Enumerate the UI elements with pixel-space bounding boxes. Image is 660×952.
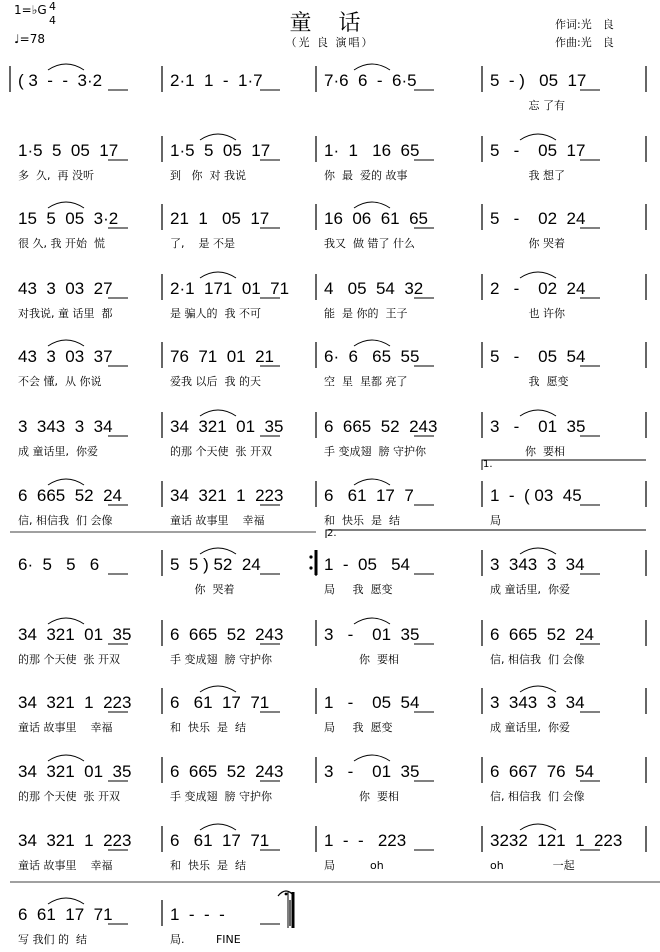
- slur-arc: [200, 134, 236, 140]
- measure-notes: 6· 5 5 6: [18, 555, 100, 574]
- measure-lyrics: 能 是 你的 王子: [324, 307, 408, 320]
- time-signature-numerator: 4: [49, 0, 56, 13]
- measure-notes: ( 3 - - 3·2: [18, 71, 103, 90]
- measure-lyrics: 到 你 对 我说: [170, 169, 246, 182]
- key-signature: 1=♭G: [14, 3, 47, 17]
- measure-notes: 34 321 1 223: [170, 486, 284, 505]
- measure-lyrics: 空 星 星都 亮了: [324, 375, 408, 388]
- measure-notes: 43 3 03 37: [18, 347, 113, 366]
- slur-arc: [48, 479, 84, 485]
- measure-notes: 6 61 17 71: [170, 693, 270, 712]
- measure-lyrics: 和 快乐 是 结: [170, 721, 246, 734]
- measure-notes: 34 321 01 35: [18, 762, 132, 781]
- slur-arc: [520, 410, 556, 416]
- measure-notes: 3 343 3 34: [18, 417, 113, 436]
- measure-lyrics: 对我说, 童 话里 都: [18, 307, 113, 320]
- slur-arc: [354, 340, 390, 346]
- slur-arc: [200, 824, 236, 830]
- measure-lyrics: 你 最 爱的 故事: [324, 169, 408, 182]
- volta-second-label: 2.: [327, 528, 337, 539]
- volta-first-bracket: [482, 460, 646, 470]
- measure-notes: 6 665 52 243: [170, 625, 284, 644]
- slur-arc: [520, 272, 556, 278]
- measure-notes: 5 - 05 17: [490, 141, 586, 160]
- measure-lyrics: 不会 懂, 从 你说: [18, 375, 102, 388]
- score-row: [18, 272, 646, 320]
- measure-lyrics: 也 许你: [490, 307, 565, 320]
- composer-credit: 作曲:光 良: [555, 36, 614, 49]
- slur-arc: [200, 548, 236, 554]
- tempo-marking: ♩=78: [14, 32, 45, 46]
- score-row: [18, 892, 293, 946]
- measure-notes: 34 321 1 223: [18, 831, 132, 850]
- measure-lyrics: 写 我们 的 结: [18, 933, 87, 946]
- score-row: [18, 202, 646, 250]
- measure-notes: 6 665 52 24: [490, 625, 594, 644]
- measure-notes: 6· 6 65 55: [324, 347, 420, 366]
- measure-lyrics: 很 久, 我 开始 慌: [18, 237, 105, 250]
- score-row: [18, 134, 646, 182]
- repeat-dot: [309, 566, 312, 569]
- measure-notes: 1· 1 16 65: [324, 141, 420, 160]
- measure-lyrics: 成 童话里, 你爱: [18, 445, 98, 458]
- slur-arc: [48, 618, 84, 624]
- measure-notes: 34 321 1 223: [18, 693, 132, 712]
- measure-lyrics: 忘 了有: [490, 99, 565, 112]
- measure-lyrics: 我又 做 错了 什么: [324, 237, 415, 250]
- measure-lyrics: 局: [490, 514, 501, 527]
- measure-notes: 1 - 05 54: [324, 555, 410, 574]
- slur-arc: [354, 64, 390, 70]
- measure-lyrics: 局. FINE: [170, 933, 241, 946]
- measure-notes: 2·1 1 - 1·7: [170, 71, 263, 90]
- measure-notes: 4 05 54 32: [324, 279, 424, 298]
- measure-lyrics: 的那 个天使 张 开双: [18, 653, 120, 666]
- lyricist-credit: 作词:光 良: [555, 18, 614, 31]
- measure-notes: 3 343 3 34: [490, 555, 585, 574]
- slur-arc: [520, 134, 556, 140]
- measure-notes: 21 1 05 17: [170, 209, 270, 228]
- measure-lyrics: 手 变成翅 膀 守护你: [170, 653, 272, 666]
- measure-lyrics: 爱我 以后 我 的天: [170, 375, 261, 388]
- slur-arc: [354, 755, 390, 761]
- slur-arc: [48, 340, 84, 346]
- measure-lyrics: 信, 相信我 们 会像: [18, 514, 113, 527]
- repeat-dot: [309, 555, 312, 558]
- measure-lyrics: 的那 个天使 张 开双: [170, 445, 272, 458]
- slur-arc: [200, 686, 236, 692]
- score-row: [18, 618, 646, 666]
- measure-lyrics: 你 要相: [490, 445, 565, 458]
- score-row: [18, 686, 646, 734]
- score-row: [18, 755, 646, 803]
- volta-second-bracket: [326, 530, 646, 538]
- measure-notes: 6 665 52 24: [18, 486, 122, 505]
- slur-arc: [520, 686, 556, 692]
- measure-notes: 34 321 01 35: [170, 417, 284, 436]
- measure-notes: 6 61 17 71: [170, 831, 270, 850]
- measure-lyrics: 手 变成翅 膀 守护你: [170, 790, 272, 803]
- measure-notes: 6 665 52 243: [170, 762, 284, 781]
- measure-lyrics: 成 童话里, 你爱: [490, 583, 570, 596]
- measure-notes: 34 321 01 35: [18, 625, 132, 644]
- measure-notes: 43 3 03 27: [18, 279, 113, 298]
- measure-lyrics: 局 我 愿变: [324, 721, 393, 734]
- measure-notes: 2 - 02 24: [490, 279, 586, 298]
- measure-lyrics: 成 童话里, 你爱: [490, 721, 570, 734]
- slur-arc: [48, 898, 84, 904]
- measure-notes: 3 - 01 35: [324, 762, 420, 781]
- measure-lyrics: 手 变成翅 膀 守护你: [324, 445, 426, 458]
- slur-arc: [48, 755, 84, 761]
- measure-lyrics: 你 要相: [324, 790, 399, 803]
- measure-notes: 7·6 6 - 6·5: [324, 71, 417, 90]
- page-title: 童 话: [289, 11, 371, 36]
- measure-notes: 1·5 5 05 17: [18, 141, 119, 160]
- time-signature-denominator: 4: [49, 14, 56, 27]
- slur-arc: [200, 410, 236, 416]
- fermata-dot: [285, 893, 288, 896]
- measure-lyrics: 你 要相: [324, 653, 399, 666]
- slur-arc: [354, 202, 390, 208]
- measure-lyrics: 你 哭着: [170, 583, 235, 596]
- measure-notes: 5 5 ) 52 24: [170, 555, 261, 574]
- measure-lyrics: 童话 故事里 幸福: [170, 514, 265, 527]
- measure-lyrics: 童话 故事里 幸福: [18, 859, 113, 872]
- slur-arc: [200, 272, 236, 278]
- measure-notes: 16 06 61 65: [324, 209, 428, 228]
- slur-arc: [354, 479, 390, 485]
- measure-notes: 6 667 76 54: [490, 762, 594, 781]
- measure-lyrics: 局 我 愿变: [324, 583, 393, 596]
- measure-lyrics: 我 想了: [490, 169, 565, 182]
- measure-lyrics: 是 骗人的 我 不可: [170, 307, 261, 320]
- measure-notes: 3 - 01 35: [324, 625, 420, 644]
- measure-notes: 5 - 02 24: [490, 209, 586, 228]
- measure-lyrics: 信, 相信我 们 会像: [490, 653, 585, 666]
- score-row: [18, 824, 646, 872]
- measure-lyrics: 多 久, 再 没听: [18, 169, 94, 182]
- measure-notes: 76 71 01 21: [170, 347, 274, 366]
- measure-lyrics: 的那 个天使 张 开双: [18, 790, 120, 803]
- slur-arc: [354, 618, 390, 624]
- measure-lyrics: 我 愿变: [490, 375, 569, 388]
- measure-notes: 3 343 3 34: [490, 693, 585, 712]
- measure-notes: 1 - 05 54: [324, 693, 420, 712]
- slur-arc: [48, 64, 84, 70]
- measure-notes: 1·5 5 05 17: [170, 141, 271, 160]
- score-row: [18, 410, 646, 458]
- measure-notes: 3 - 01 35: [490, 417, 586, 436]
- measure-notes: 2·1 171 01 71: [170, 279, 290, 298]
- slur-arc: [520, 824, 556, 830]
- measure-notes: 6 61 17 71: [18, 905, 113, 924]
- measure-notes: 5 - ) 05 17: [490, 71, 587, 90]
- measure-lyrics: oh 一起: [490, 859, 575, 872]
- measure-notes: 6 665 52 243: [324, 417, 438, 436]
- measure-notes: 15 5 05 3·2: [18, 209, 119, 228]
- slur-arc: [48, 202, 84, 208]
- score-row: [18, 548, 646, 596]
- measure-notes: 6 61 17 7: [324, 486, 414, 505]
- measure-notes: 5 - 05 54: [490, 347, 586, 366]
- measure-notes: 3232 121 1 223: [490, 831, 623, 850]
- measure-lyrics: 信, 相信我 们 会像: [490, 790, 585, 803]
- performer-subtitle: （光 良 演唱）: [285, 36, 375, 49]
- measure-lyrics: 童话 故事里 幸福: [18, 721, 113, 734]
- score-row: [18, 340, 646, 388]
- measure-lyrics: 你 哭着: [490, 237, 565, 250]
- slur-arc: [520, 548, 556, 554]
- measure-notes: 1 - - -: [170, 905, 225, 924]
- measure-lyrics: 了, 是 不是: [170, 237, 235, 250]
- measure-notes: 1 - ( 03 45: [490, 486, 582, 505]
- measure-lyrics: 和 快乐 是 结: [170, 859, 246, 872]
- measure-lyrics: 局 oh: [324, 859, 384, 872]
- measure-lyrics: 和 快乐 是 结: [324, 514, 400, 527]
- score-row: [18, 479, 646, 527]
- measure-notes: 1 - - 223: [324, 831, 407, 850]
- volta-first-label: 1.: [483, 459, 493, 470]
- score-row: [10, 64, 646, 112]
